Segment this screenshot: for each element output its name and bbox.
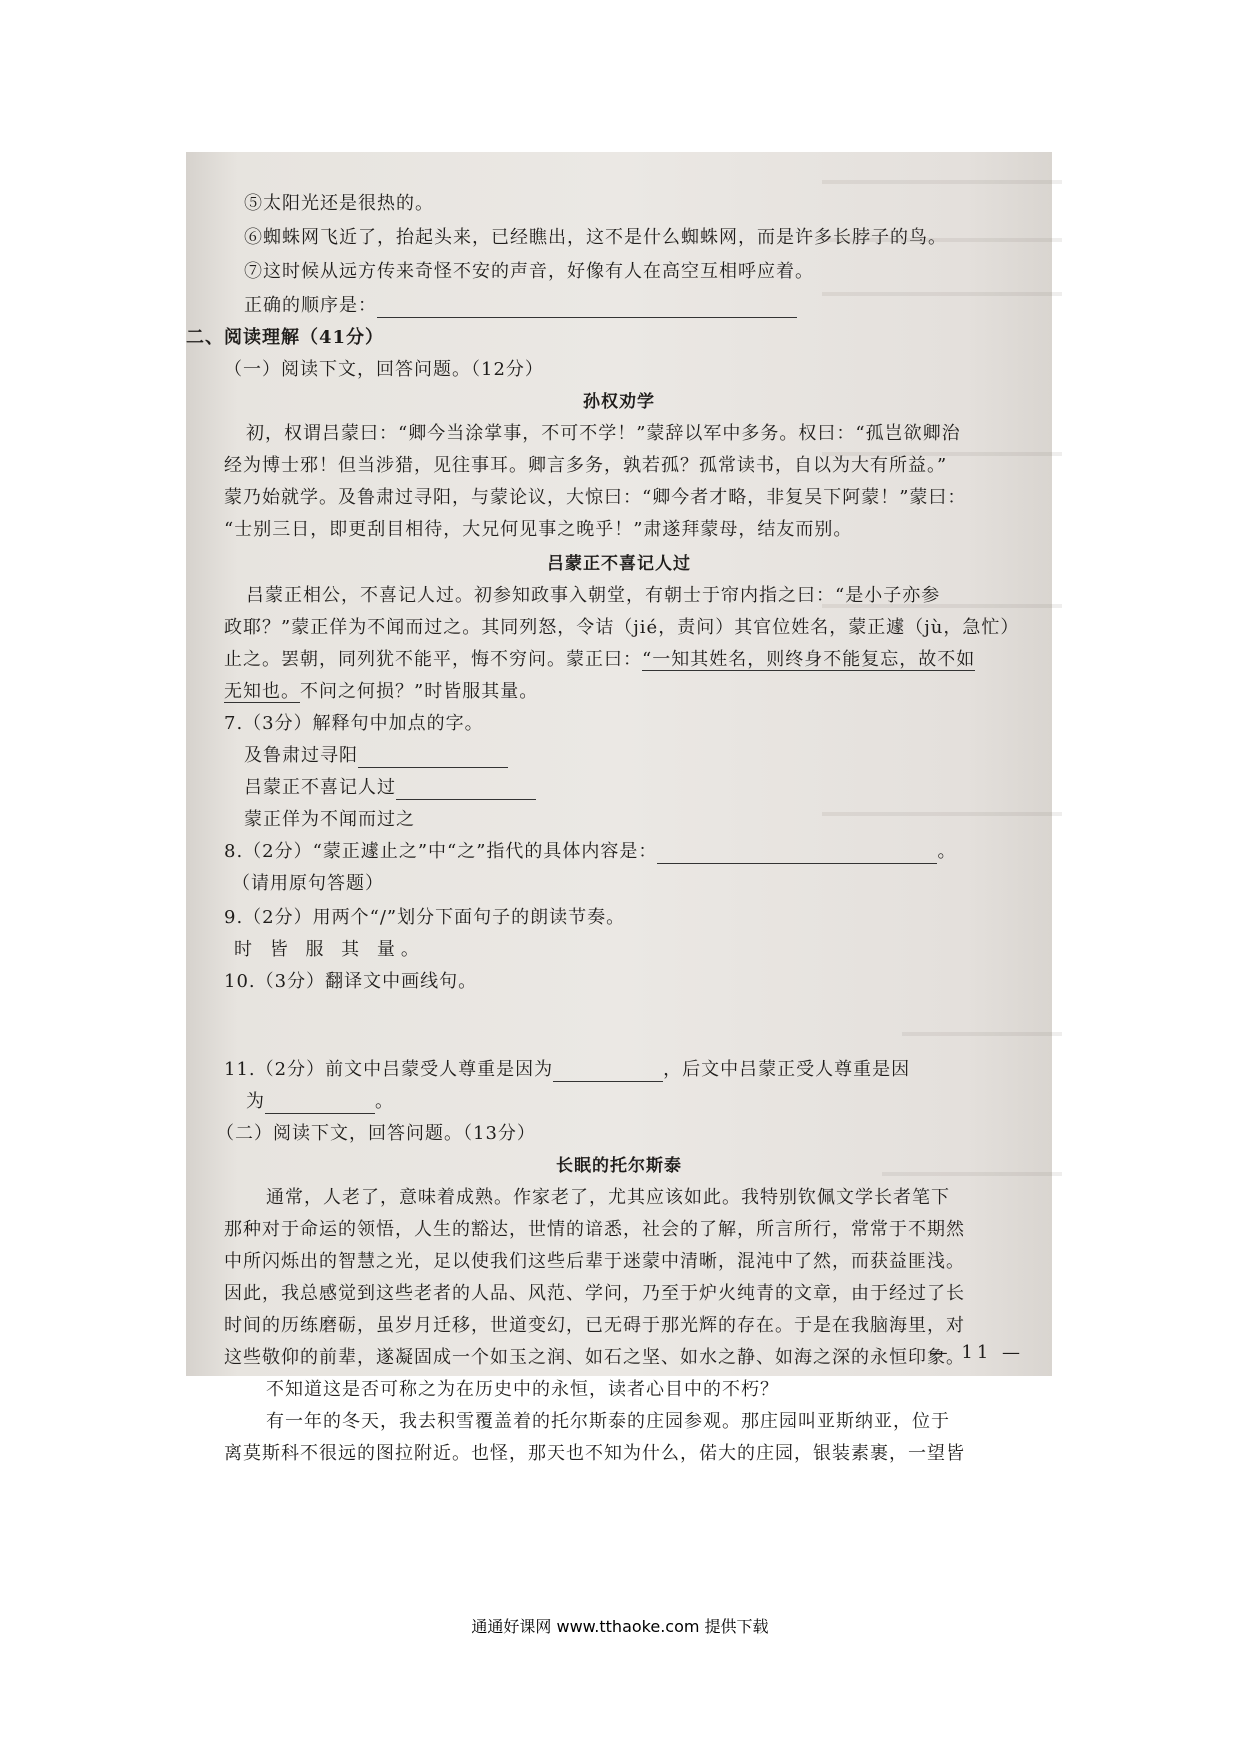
passage1-title: 孙权劝学: [583, 392, 655, 412]
q8-end: 。: [937, 841, 957, 862]
option-7: ⑦这时候从远方传来奇怪不安的声音，好像有人在高空互相呼应着。: [244, 261, 814, 282]
order-answer-label: 正确的顺序是：: [244, 295, 377, 316]
question-11-cont: [246, 1090, 1052, 1114]
q11-text-a: 11.（2分）前文中吕蒙受人尊重是因为: [224, 1059, 554, 1080]
q11-answer-blank-1[interactable]: [553, 1063, 663, 1082]
passage3-line: 离莫斯科不很远的图拉附近。也怪，那天也不知为什么，偌大的庄园，银装素裹，一望皆: [224, 1443, 965, 1464]
q7-item-text: 吕蒙正不喜记人过: [244, 777, 396, 798]
passage2-line: 吕蒙正相公，不喜记人过。初参知政事入朝堂，有朝士于帘内指之曰：“是小子亦参: [246, 585, 941, 606]
passage2-text: 不问之何损？”时皆服其量。: [300, 681, 539, 702]
q8-text: 8.（2分）“蒙正遽止之”中“之”指代的具体内容是：: [224, 841, 658, 862]
passage1-line: 经为博士邪！但当涉猎，见往事耳。卿言多务，孰若孤？孤常读书，自以为大有所益。”: [224, 455, 948, 476]
scanned-page: [186, 152, 1052, 1464]
passage3-line: 因此，我总感觉到这些老者的人品、风范、学问，乃至于炉火纯青的文章，由于经过了长: [224, 1283, 965, 1304]
q7-item-text: 蒙正佯为不闻而过之: [244, 809, 415, 830]
order-answer-blank[interactable]: [377, 299, 797, 318]
passage2-line: 政耶？”蒙正佯为不闻而过之。其同列怒，令诘（jié，责问）其官位姓名，蒙正遽（jù，急忙）: [224, 617, 1020, 638]
passage3-line: 那种对于命运的领悟，人生的豁达，世情的谙悉，社会的了解，所言所行，常常于不期然: [224, 1219, 965, 1240]
question-10: 10.（3分）翻译文中画线句。: [224, 971, 478, 992]
q7-answer-blank[interactable]: [358, 749, 508, 768]
part2-heading: （二）阅读下文，回答问题。（13分）: [216, 1123, 536, 1144]
q7-item-text: 及鲁肃过寻阳: [244, 745, 358, 766]
q8-note: （请用原句答题）: [232, 873, 384, 894]
page-number: — 11 —: [929, 1342, 1024, 1363]
passage2-text: 止之。罢朝，同列犹不能平，悔不穷问。蒙正曰：: [224, 649, 642, 670]
q11-answer-blank-2[interactable]: [265, 1095, 375, 1114]
passage3-title: 长眠的托尔斯泰: [556, 1156, 682, 1176]
section2-heading: 二、阅读理解（41分）: [186, 327, 385, 348]
passage1-line: 蒙乃始就学。及鲁肃过寻阳，与蒙论议，大惊曰：“卿今者才略，非复吴下阿蒙！”蒙曰：: [224, 487, 967, 508]
question-8: [224, 840, 1052, 864]
question-7: 7.（3分）解释句中加点的字。: [224, 713, 484, 734]
question-11: [224, 1058, 1052, 1082]
q9-sentence: 时 皆 服 其 量。: [234, 939, 425, 960]
passage3-line: 中所闪烁出的智慧之光，足以使我们这些后辈于迷蒙中清晰，混沌中了然，而获益匪浅。: [224, 1251, 965, 1272]
underlined-sentence: “一知其姓名，则终身不能复忘，故不如: [642, 649, 976, 670]
q8-answer-blank[interactable]: [657, 845, 937, 864]
footer-credit: 通通好课网 www.tthaoke.com 提供下载: [471, 1617, 769, 1636]
passage2-title: 吕蒙正不喜记人过: [547, 554, 691, 574]
passage2-line: [224, 648, 1052, 672]
passage3-line: 有一年的冬天，我去积雪覆盖着的托尔斯泰的庄园参观。那庄园叫亚斯纳亚，位于: [266, 1411, 950, 1432]
part1-heading: （一）阅读下文，回答问题。（12分）: [224, 359, 544, 380]
passage3-line: 这些敬仰的前辈，遂凝固成一个如玉之润、如石之坚、如水之静、如海之深的永恒印象。: [224, 1347, 965, 1368]
option-5: ⑤太阳光还是很热的。: [244, 193, 434, 214]
passage3-line: 时间的历练磨砺，虽岁月迁移，世道变幻，已无碍于那光辉的存在。于是在我脑海里，对: [224, 1315, 965, 1336]
question-9: 9.（2分）用两个“/”划分下面句子的朗读节奏。: [224, 907, 626, 928]
passage1-line: 初，权谓吕蒙曰：“卿今当涂掌事，不可不学！”蒙辞以军中多务。权曰：“孤岂欲卿治: [246, 423, 961, 444]
q11-text-c: 为: [246, 1091, 265, 1112]
passage3-line: 不知道这是否可称之为在历史中的永恒，读者心目中的不朽？: [266, 1379, 779, 1400]
passage3-line: 通常，人老了，意味着成熟。作家老了，尤其应该如此。我特别钦佩文学长者笔下: [266, 1187, 950, 1208]
passage1-line: “士别三日，即更刮目相待，大兄何见事之晚乎！”肃遂拜蒙母，结友而别。: [224, 519, 853, 540]
q7-item: [244, 808, 1052, 832]
q11-text-b: ，后文中吕蒙正受人尊重是因: [663, 1059, 911, 1080]
underlined-sentence-end: 无知也。: [224, 681, 300, 702]
q7-item: [244, 776, 1052, 800]
order-answer-line: [244, 294, 1052, 318]
q7-answer-blank[interactable]: [396, 781, 536, 800]
q11-end: 。: [375, 1091, 394, 1112]
passage2-line: [224, 680, 1052, 704]
q7-item: [244, 744, 1052, 768]
option-6: ⑥蜘蛛网飞近了，抬起头来，已经瞧出，这不是什么蜘蛛网，而是许多长脖子的鸟。: [244, 227, 947, 248]
